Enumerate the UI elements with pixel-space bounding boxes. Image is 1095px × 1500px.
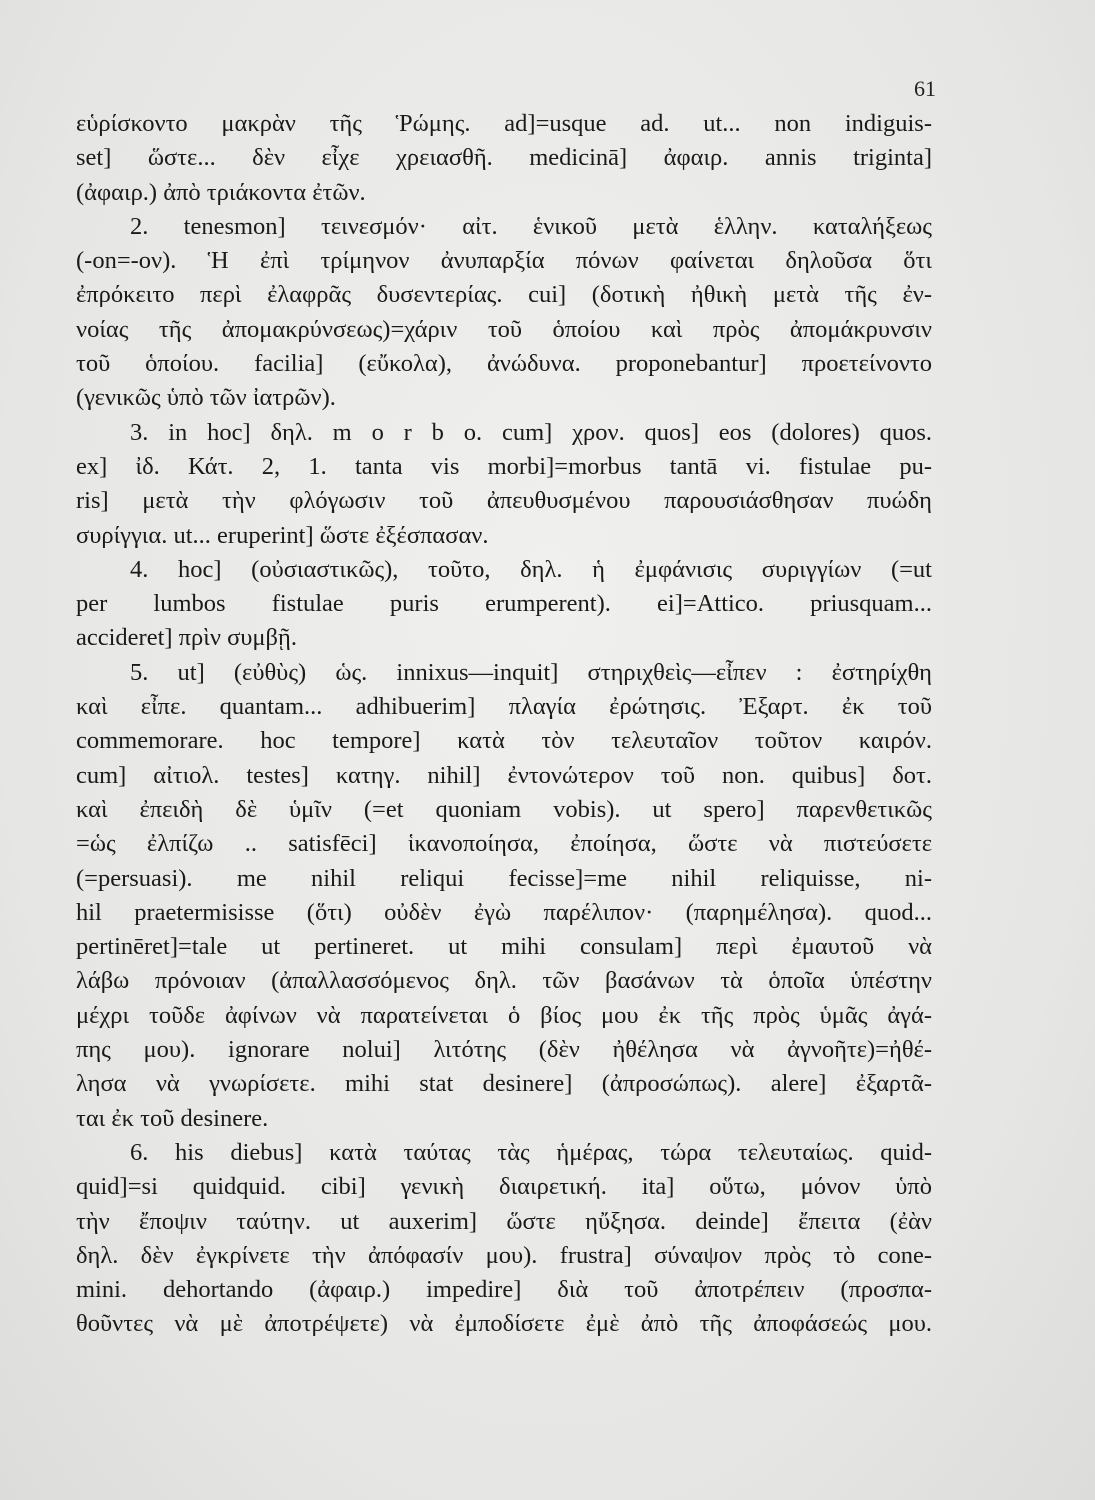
text-line: pertinēret]=tale ut pertineret. ut mihi consulam] περὶ ἐμαυτοῦ νὰ	[76, 933, 932, 961]
text-line: accideret] πρὶν συμβῇ.	[76, 624, 297, 652]
text-line: cum] αἰτιολ. testes] κατηγ. nihil] ἐντονώτερον τοῦ non. quibus] δοτ.	[76, 761, 932, 789]
text-line: λάβω πρόνοιαν (ἀπαλλασσόμενος δηλ. τῶν βασάνων τὰ ὁποῖα ὑπέστην	[76, 967, 932, 995]
text-line: =ὡς ἐλπίζω .. satisfēci] ἱκανοποίησα, ἐποίησα, ὥστε νὰ πιστεύσετε	[76, 830, 932, 858]
text-line: (ἀφαιρ.) ἀπὸ τριάκοντα ἐτῶν.	[76, 178, 366, 206]
text-line: 3. in hoc] δηλ. m o r b o. cum] χρον. quos] eos (dolores) quos.	[130, 418, 932, 446]
text-line: (-on=-ον). Ἡ ἐπὶ τρίμηνον ἀνυπαρξία πόνων φαίνεται δηλοῦσα ὅτι	[76, 247, 932, 275]
text-line: per lumbos fistulae puris erumperent). ei]=Attico. priusquam...	[76, 590, 932, 618]
text-line: hil praetermisisse (ὅτι) οὐδὲν ἐγὼ παρέλιπον· (παρημέλησα). quod...	[76, 898, 932, 926]
text-line: ἐπρόκειτο περὶ ἐλαφρᾶς δυσεντερίας. cui] (δοτικὴ ἠθικὴ μετὰ τῆς ἐν-	[76, 281, 932, 309]
text-line: (γενικῶς ὑπὸ τῶν ἰατρῶν).	[76, 384, 336, 412]
text-line: 5. ut] (εὐθὺς) ὡς. innixus—inquit] στηριχθεὶς—εἶπεν : ἐστηρίχθη	[130, 658, 932, 686]
text-line: mini. dehortando (ἀφαιρ.) impedire] διὰ τοῦ ἀποτρέπειν (προσπα-	[76, 1276, 932, 1304]
text-line: συρίγγια. ut... eruperint] ὥστε ἐξέσπασαν.	[76, 521, 489, 549]
text-line: 6. his diebus] κατὰ ταύτας τὰς ἡμέρας, τώρα τελευταίως. quid-	[130, 1138, 932, 1166]
text-line: πης μου). ignorare nolui] λιτότης (δὲν ἠθέλησα νὰ ἀγνοῆτε)=ἠθέ-	[76, 1036, 932, 1064]
text-line: θοῦντες νὰ μὲ ἀποτρέψετε) νὰ ἐμποδίσετε ἐμὲ ἀπὸ τῆς ἀποφάσεώς μου.	[76, 1310, 932, 1338]
text-line: τοῦ ὁποίου. facilia] (εὔκολα), ἀνώδυνα. proponebantur] προετείνοντο	[76, 350, 932, 378]
page-number: 61	[914, 76, 936, 101]
text-line: καὶ εἶπε. quantam... adhibuerim] πλαγία ἐρώτησις. Ἐξαρτ. ἐκ τοῦ	[76, 693, 932, 721]
text-line: set] ὥστε... δὲν εἶχε χρειασθῆ. medicinā] ἀφαιρ. annis triginta]	[76, 144, 932, 172]
text-line: νοίας τῆς ἀπομακρύνσεως)=χάριν τοῦ ὁποίου καὶ πρὸς ἀπομάκρυνσιν	[76, 315, 932, 343]
text-line: commemorare. hoc tempore] κατὰ τὸν τελευταῖον τοῦτον καιρόν.	[76, 727, 932, 755]
text-line: ex] ἰδ. Κάτ. 2, 1. tanta vis morbi]=morbus tantā vi. fistulae pu-	[76, 452, 932, 480]
text-line: μέχρι τοῦδε ἀφίνων νὰ παρατείνεται ὁ βίος μου ἐκ τῆς πρὸς ὑμᾶς ἀγά-	[76, 1001, 932, 1029]
text-line: εὑρίσκοντο μακρὰν τῆς Ῥώμης. ad]=usque ad. ut... non indiguis-	[76, 110, 932, 137]
text-line: λησα νὰ γνωρίσετε. mihi stat desinere] (ἀπροσώπως). alere] ἐξαρτᾶ-	[76, 1070, 932, 1098]
text-line: 2. tenesmon] τεινεσμόν· αἰτ. ἑνικοῦ μετὰ ἑλλην. καταλήξεως	[130, 212, 932, 240]
text-line: δηλ. δὲν ἐγκρίνετε τὴν ἀπόφασίν μου). frustra] σύναψον πρὸς τὸ cone-	[76, 1241, 932, 1269]
text-line: ris] μετὰ τὴν φλόγωσιν τοῦ ἀπευθυσμένου παρουσιάσθησαν πυώδη	[76, 487, 932, 515]
text-line: καὶ ἐπειδὴ δὲ ὑμῖν (=et quoniam vobis). ut spero] παρενθετικῶς	[76, 795, 932, 823]
text-line: (=persuasi). me nihil reliqui fecisse]=me nihil reliquisse, ni-	[76, 864, 932, 892]
text-line: τὴν ἔποψιν ταύτην. ut auxerim] ὥστε ηὔξησα. deinde] ἔπειτα (ἐὰν	[76, 1207, 932, 1235]
commentary-text	[76, 107, 932, 1342]
text-line: quid]=si quidquid. cibi] γενικὴ διαιρετική. ita] οὕτω, μόνον ὑπὸ	[76, 1173, 932, 1201]
text-line: ται ἐκ τοῦ desinere.	[76, 1104, 269, 1132]
text-line: 4. hoc] (οὐσιαστικῶς), τοῦτο, δηλ. ἡ ἐμφάνισις συριγγίων (=ut	[130, 555, 932, 583]
